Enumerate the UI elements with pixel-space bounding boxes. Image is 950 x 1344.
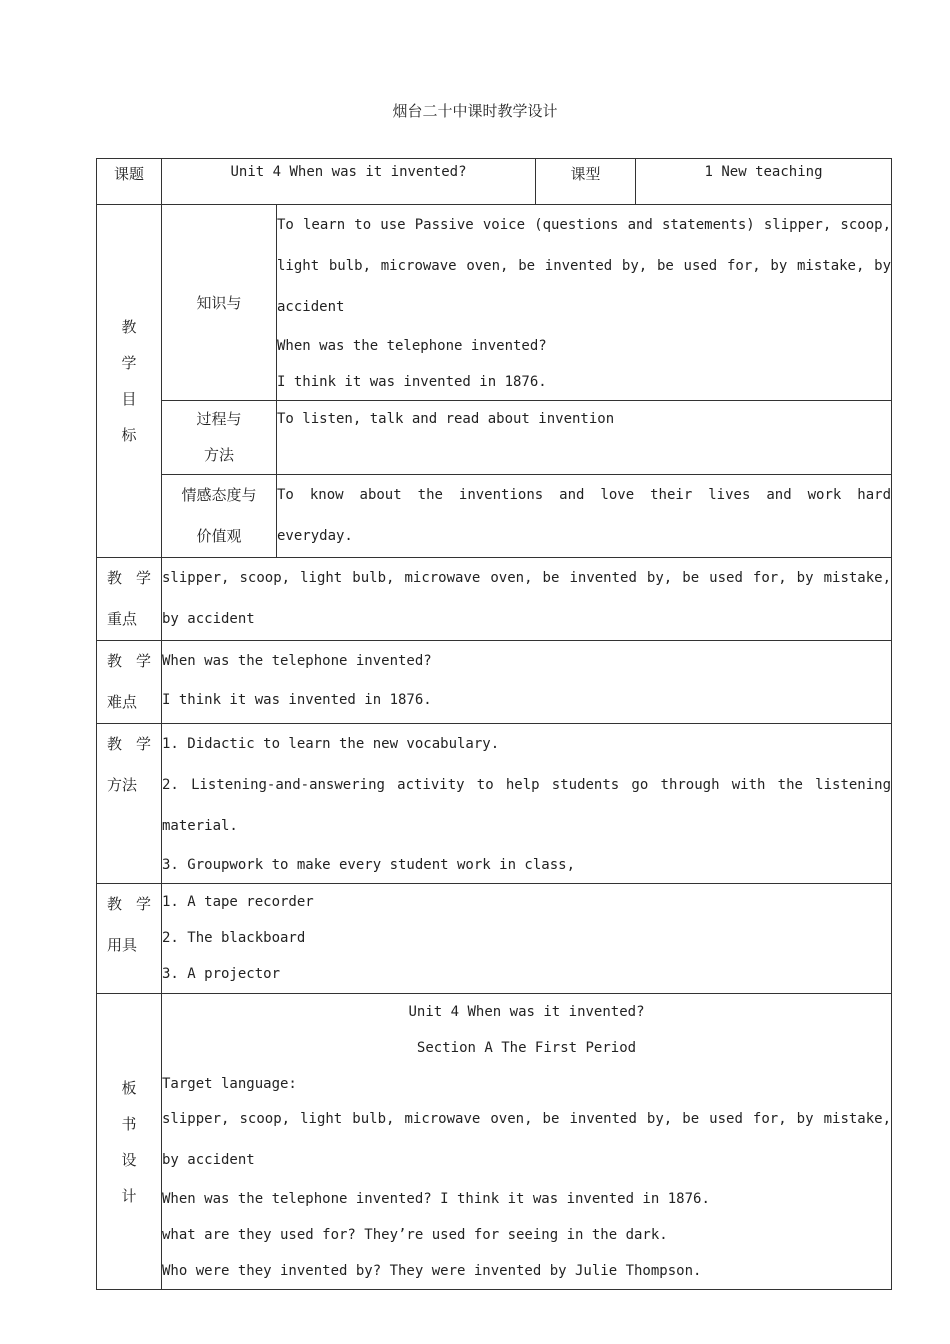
knowledge-label: 知识与 [162,205,277,401]
board-sentence: what are they used for? They’re used for seeing in the dark. [162,1227,668,1243]
key-points-row [97,558,892,641]
knowledge-line: I think it was invented in 1876. [277,374,547,390]
objectives-knowledge-row [97,205,892,401]
board-label: 板 书 设 计 [97,994,162,1290]
board-vocab: slipper, scoop, light bulb, microwave oven, be invented by, be used for, by mistake, by accident [162,1111,892,1168]
board-row [97,994,892,1290]
methods-item: 1. Didactic to learn the new vocabulary. [162,736,500,752]
difficulties-label: 教 学 难点 [97,641,162,724]
difficulties-row [97,641,892,724]
methods-list [162,724,892,884]
board-subheading: Section A The First Period [416,1040,637,1056]
objectives-emotion-row [97,475,892,558]
knowledge-text: To learn to use Passive voice (questions and statements) slipper, scoop, light bulb, microwave oven, be invented by, be used for, by mistake, by accident [277,217,892,315]
objectives-group-label: 教 学 目 标 [97,205,162,558]
knowledge-content [277,205,892,401]
board-heading: Unit 4 When was it invented? [408,1004,645,1020]
tools-item: 2. The blackboard [162,930,306,946]
tools-row [97,884,892,994]
tools-item: 3. A projector [162,966,281,982]
key-points-label: 教 学 重点 [97,558,162,641]
emotion-text: To know about the inventions and love their lives and work hard everyday. [277,475,892,558]
methods-item: 3. Groupwork to make every student work in class, [162,857,576,873]
difficulties-line: I think it was invented in 1876. [162,692,432,708]
type-label: 课型 [536,159,636,205]
key-points-text: slipper, scoop, light bulb, microwave oven, be invented by, be used for, by mistake, by accident [162,558,892,641]
page-title: 烟台二十中课时教学设计 [392,102,558,120]
difficulties-line: When was the telephone invented? [162,653,432,669]
tools-label: 教 学 用具 [97,884,162,994]
methods-item: 2. Listening-and-answering activity to help students go through with the listening material. [162,777,892,834]
header-row [97,159,892,205]
tools-item: 1. A tape recorder [162,894,314,910]
objectives-process-row [97,401,892,475]
topic-label: 课题 [97,159,162,205]
board-target-label: Target language: [162,1076,297,1092]
difficulties-text [162,641,892,724]
process-text: To listen, talk and read about invention [277,401,892,475]
emotion-label: 情感态度与 价值观 [162,475,277,558]
board-sentence: When was the telephone invented? I think it was invented in 1876. [162,1191,710,1207]
methods-label: 教 学 方法 [97,724,162,884]
methods-row [97,724,892,884]
board-content [162,994,892,1290]
knowledge-line: When was the telephone invented? [277,338,547,354]
lesson-plan-table [96,158,892,1290]
topic-value: Unit 4 When was it invented? [162,159,536,205]
tools-list [162,884,892,994]
process-label: 过程与 方法 [162,401,277,475]
type-value: 1 New teaching [636,159,892,205]
board-sentence: Who were they invented by? They were invented by Julie Thompson. [162,1263,702,1279]
